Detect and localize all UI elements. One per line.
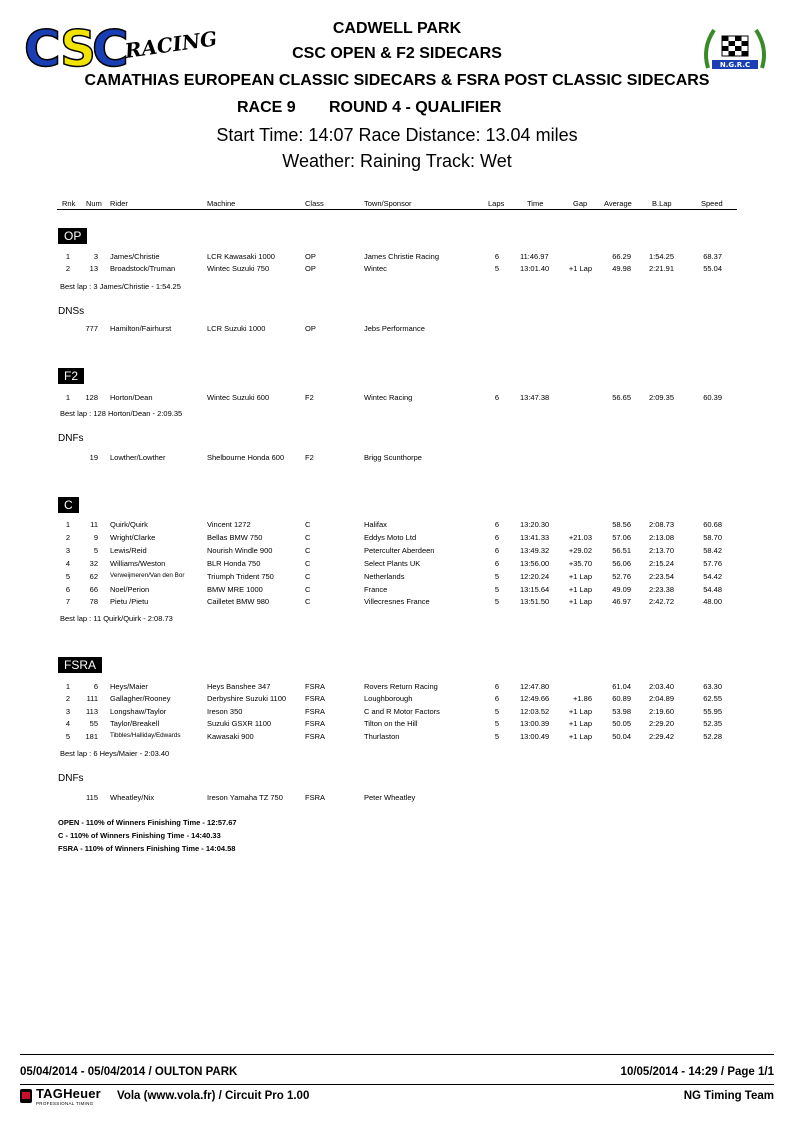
cell-gap: +1 Lap	[568, 264, 592, 273]
cell-class: C	[305, 571, 311, 581]
footer-team: NG Timing Team	[683, 1090, 774, 1102]
series-title: CSC OPEN & F2 SIDECARS	[292, 45, 502, 62]
cell-num: 55	[89, 719, 98, 729]
c-best-lap: Best lap : 11 Quirk/Quirk - 2:08.73	[60, 614, 173, 623]
footer-print-info: 10/05/2014 - 14:29 / Page 1/1	[620, 1066, 774, 1078]
cell-rider: Lowther/Lowther	[110, 453, 166, 462]
cell-machine: Heys Banshee 347	[207, 682, 271, 691]
cell-town: Loughborough	[364, 694, 413, 704]
cell-laps: 5	[494, 719, 499, 729]
cell-num: 113	[86, 706, 98, 716]
cell-rnk: 1	[65, 393, 70, 402]
cell-class: C	[305, 532, 311, 542]
cell-laps: 6	[494, 694, 499, 704]
cell-avg: 49.98	[612, 264, 631, 273]
cell-num: 3	[93, 252, 98, 261]
cell-blap: 2:42.72	[649, 597, 675, 607]
cell-gap: +1 Lap	[568, 719, 592, 729]
col-speed: Speed	[701, 199, 723, 208]
cell-speed: 55.04	[703, 264, 722, 273]
cell-laps: 5	[494, 706, 499, 716]
f2-dnf-label: DNFs	[58, 433, 84, 444]
cell-machine: Wintec Suzuki 750	[207, 264, 270, 273]
cell-laps: 6	[494, 520, 499, 529]
cell-blap: 2:15.24	[649, 558, 675, 568]
cell-speed: 68.37	[703, 252, 722, 261]
cell-avg: 61.04	[612, 682, 631, 691]
cell-gap: +1 Lap	[568, 731, 592, 741]
cell-num: 9	[93, 532, 98, 542]
cell-laps: 5	[494, 597, 499, 607]
svg-text:N.G.R.C: N.G.R.C	[719, 61, 751, 69]
cell-time: 12:20.24	[520, 571, 550, 581]
cell-time: 13:00.49	[520, 731, 550, 741]
cell-rider: Wheatley/Nix	[110, 793, 155, 802]
cell-class: FSRA	[305, 694, 326, 704]
cell-num: 6	[93, 682, 98, 691]
tolerance-open: OPEN - 110% of Winners Finishing Time - 12:57.67	[58, 818, 237, 827]
cell-rnk: 4	[65, 719, 70, 729]
cell-avg: 56.51	[612, 545, 631, 555]
cell-machine: Ireson 350	[207, 706, 243, 716]
cell-rnk: 5	[65, 571, 70, 581]
cell-num: 181	[85, 731, 98, 741]
cell-time: 13:20.30	[520, 520, 550, 529]
cell-rider: Tibbles/Halliday/Edwards	[110, 731, 181, 739]
cell-speed: 62.55	[703, 694, 722, 704]
cell-town: Brigg Scunthorpe	[364, 453, 422, 462]
cell-class: FSRA	[305, 731, 326, 741]
cell-time: 13:51.50	[520, 597, 550, 607]
cell-num: 62	[89, 571, 98, 581]
table-row	[0, 533, 794, 545]
cell-rider: Noel/Perion	[110, 584, 150, 594]
cell-num: 32	[89, 558, 98, 568]
cell-rider: Taylor/Breakell	[110, 719, 160, 729]
cell-rider: Quirk/Quirk	[110, 520, 148, 529]
cell-speed: 54.42	[703, 571, 722, 581]
cell-machine: Shelbourne Honda 600	[207, 453, 285, 462]
col-class: Class	[305, 199, 324, 208]
cell-avg: 50.05	[612, 719, 631, 729]
cell-town: Rovers Return Racing	[364, 682, 438, 691]
cell-blap: 2:04.89	[649, 694, 675, 704]
cell-gap: +1 Lap	[568, 571, 592, 581]
cell-class: OP	[305, 264, 316, 273]
cell-town: Peterculter Aberdeen	[364, 545, 435, 555]
col-town: Town/Sponsor	[364, 199, 412, 208]
cell-laps: 6	[494, 532, 499, 542]
section-f2-label: F2	[58, 368, 84, 384]
col-rider: Rider	[110, 199, 128, 208]
cell-town: C and R Motor Factors	[364, 706, 440, 716]
tagheuer-brand: TAGHeuer	[36, 1086, 101, 1101]
cell-speed: 54.48	[703, 584, 722, 594]
cell-class: C	[305, 584, 311, 594]
col-machine: Machine	[207, 199, 236, 208]
cell-speed: 60.39	[703, 393, 722, 402]
cell-machine: Suzuki GSXR 1100	[207, 719, 272, 729]
header-rule	[57, 209, 737, 210]
cell-time: 13:49.32	[520, 545, 550, 555]
cell-town: Netherlands	[364, 571, 405, 581]
cell-machine: Triumph Trident 750	[207, 571, 274, 581]
footer-rule-bottom	[20, 1084, 774, 1085]
cell-blap: 2:08.73	[649, 520, 675, 529]
table-row	[0, 264, 794, 276]
start-distance: Start Time: 14:07 Race Distance: 13.04 miles	[216, 125, 578, 145]
cell-num: 19	[89, 453, 98, 462]
cell-rnk: 4	[65, 558, 70, 568]
cell-num: 66	[89, 584, 98, 594]
cell-num: 128	[85, 393, 98, 402]
tagheuer-shield-icon	[20, 1089, 32, 1103]
section-fsra-label: FSRA	[58, 657, 102, 673]
cell-rnk: 2	[65, 264, 70, 273]
cell-laps: 6	[494, 682, 499, 691]
cell-gap: +21.03	[568, 532, 592, 542]
cell-blap: 2:23.54	[649, 571, 675, 581]
cell-town: James Christie Racing	[364, 252, 440, 261]
svg-text:RACING: RACING	[123, 26, 219, 63]
cell-avg: 66.29	[612, 252, 631, 261]
cell-town: France	[364, 584, 388, 594]
col-num: Num	[86, 199, 102, 208]
cell-rnk: 6	[65, 584, 70, 594]
cell-town: Jebs Performance	[364, 324, 425, 333]
col-rnk: Rnk	[62, 199, 76, 208]
cell-rider: Pietu /Pietu	[110, 597, 149, 607]
cell-blap: 2:19.60	[649, 706, 675, 716]
cell-rnk: 5	[65, 731, 70, 741]
cell-laps: 6	[494, 252, 499, 261]
cell-rider: Verweijmeren/Van den Bor	[110, 571, 185, 579]
cell-blap: 2:13.08	[649, 532, 675, 542]
cell-avg: 50.04	[612, 731, 631, 741]
cell-gap: +35.70	[568, 558, 592, 568]
cell-town: Villecresnes France	[364, 597, 430, 607]
cell-num: 13	[89, 264, 98, 273]
table-row	[0, 793, 794, 805]
table-row	[0, 324, 794, 336]
cell-time: 12:47.80	[520, 682, 550, 691]
cell-town: Wintec	[364, 264, 387, 273]
cell-time: 13:47.38	[520, 393, 550, 402]
cell-blap: 2:03.40	[649, 682, 675, 691]
cell-time: 13:15.64	[520, 584, 550, 594]
cell-speed: 57.76	[703, 558, 722, 568]
cell-rider: Longshaw/Taylor	[110, 706, 167, 716]
cell-class: FSRA	[305, 706, 326, 716]
svg-text:S: S	[60, 20, 97, 78]
weather-track: Weather: Raining Track: Wet	[282, 151, 512, 171]
cell-avg: 46.97	[612, 597, 631, 607]
cell-gap: +29.02	[568, 545, 592, 555]
footer-vola: Vola (www.vola.fr) / Circuit Pro 1.00	[117, 1090, 310, 1102]
fsra-dnf-label: DNFs	[58, 773, 84, 784]
cell-blap: 2:29.20	[649, 719, 675, 729]
fsra-best-lap: Best lap : 6 Heys/Maier - 2:03.40	[60, 749, 170, 758]
cell-machine: Derbyshire Suzuki 1100	[207, 694, 287, 704]
cell-gap: +1.86	[573, 694, 592, 704]
cell-town: Eddys Moto Ltd	[364, 532, 417, 542]
table-row	[0, 393, 794, 405]
cell-speed: 52.28	[703, 731, 722, 741]
cell-class: F2	[305, 453, 314, 462]
table-row	[0, 597, 794, 609]
cell-avg: 52.76	[612, 571, 631, 581]
section-op-label: OP	[58, 228, 87, 244]
circuit-title: CADWELL PARK	[332, 20, 462, 37]
footer-rule-top	[20, 1054, 774, 1055]
cell-rider: Lewis/Reid	[110, 545, 147, 555]
cell-avg: 58.56	[612, 520, 631, 529]
cell-gap: +1 Lap	[568, 584, 592, 594]
cell-rnk: 2	[65, 694, 70, 704]
cell-speed: 58.70	[703, 532, 722, 542]
cell-town: Wintec Racing	[364, 393, 413, 402]
cell-gap: +1 Lap	[568, 597, 592, 607]
cell-avg: 56.06	[612, 558, 631, 568]
cell-rnk: 3	[65, 706, 70, 716]
cell-speed: 55.95	[703, 706, 722, 716]
table-row	[0, 453, 794, 465]
cell-time: 11:46.97	[520, 252, 549, 261]
cell-rider: Horton/Dean	[110, 393, 153, 402]
cell-laps: 6	[494, 545, 499, 555]
cell-blap: 2:13.70	[649, 545, 675, 555]
op-dns-label: DNSs	[58, 306, 85, 317]
cell-laps: 6	[494, 558, 499, 568]
table-row	[0, 585, 794, 597]
cell-town: Thurlaston	[364, 731, 400, 741]
cell-speed: 48.00	[703, 597, 722, 607]
cell-blap: 2:09.35	[649, 393, 675, 402]
table-row	[0, 572, 794, 584]
cell-town: Select Plants UK	[364, 558, 421, 568]
col-gap: Gap	[573, 199, 588, 208]
cell-class: OP	[305, 252, 316, 261]
table-row	[0, 732, 794, 744]
col-time: Time	[527, 199, 544, 208]
cell-laps: 6	[494, 393, 499, 402]
cell-rnk: 1	[65, 520, 70, 529]
cell-machine: Kawasaki 900	[207, 731, 254, 741]
cell-machine: Nourish Windle 900	[207, 545, 273, 555]
cell-machine: BLR Honda 750	[207, 558, 261, 568]
cell-speed: 60.68	[703, 520, 722, 529]
cell-num: 115	[86, 793, 98, 802]
footer-event-dates: 05/04/2014 - 05/04/2014 / OULTON PARK	[20, 1066, 238, 1078]
table-row	[0, 682, 794, 694]
cell-rider: Gallagher/Rooney	[110, 694, 171, 704]
cell-rnk: 3	[65, 545, 70, 555]
cell-class: C	[305, 545, 311, 555]
svg-text:C: C	[92, 20, 129, 78]
series-subtitle: CAMATHIAS EUROPEAN CLASSIC SIDECARS & FSRA POST CLASSIC SIDECARS	[84, 72, 710, 89]
cell-gap: +1 Lap	[568, 706, 592, 716]
table-row	[0, 546, 794, 558]
cell-blap: 2:21.91	[649, 264, 675, 273]
cell-speed: 58.42	[703, 545, 722, 555]
cell-town: Halifax	[364, 520, 387, 529]
table-row	[0, 252, 794, 264]
cell-num: 777	[85, 324, 98, 333]
cell-blap: 2:29.42	[649, 731, 675, 741]
op-best-lap: Best lap : 3 James/Christie - 1:54.25	[60, 282, 181, 291]
col-laps: Laps	[488, 199, 505, 208]
cell-laps: 5	[494, 731, 499, 741]
cell-rider: Williams/Weston	[110, 558, 166, 568]
cell-rnk: 1	[65, 252, 70, 261]
table-row	[0, 559, 794, 571]
cell-class: C	[305, 558, 311, 568]
cell-rider: Broadstock/Truman	[110, 264, 176, 273]
f2-best-lap: Best lap : 128 Horton/Dean - 2:09.35	[60, 409, 183, 418]
cell-time: 13:01.40	[520, 264, 550, 273]
col-average: Average	[604, 199, 632, 208]
col-blap: B.Lap	[652, 199, 672, 208]
cell-num: 11	[90, 520, 98, 529]
cell-speed: 63.30	[703, 682, 722, 691]
cell-class: F2	[305, 393, 314, 402]
table-row	[0, 520, 794, 532]
cell-class: FSRA	[305, 682, 326, 691]
round-label: ROUND 4 - QUALIFIER	[329, 99, 502, 116]
cell-rnk: 2	[65, 532, 70, 542]
cell-avg: 57.06	[612, 532, 631, 542]
table-row	[0, 707, 794, 719]
tagheuer-subtitle: PROFESSIONAL TIMING	[36, 1101, 94, 1106]
cell-machine: Cailletet BMW 980	[207, 597, 270, 607]
cell-machine: BMW MRE 1000	[207, 584, 263, 594]
cell-rnk: 1	[65, 682, 70, 691]
tolerance-c: C - 110% of Winners Finishing Time - 14:40.33	[58, 831, 221, 840]
cell-time: 12:03.52	[520, 706, 550, 716]
cell-town: Tilton on the Hill	[364, 719, 418, 729]
cell-avg: 49.09	[612, 584, 631, 594]
cell-laps: 5	[494, 571, 499, 581]
cell-laps: 5	[494, 264, 499, 273]
cell-num: 78	[89, 597, 98, 607]
cell-blap: 1:54.25	[649, 252, 675, 261]
cell-time: 13:00.39	[520, 719, 550, 729]
cell-rider: Hamilton/Fairhurst	[110, 324, 172, 333]
cell-laps: 5	[494, 584, 499, 594]
cell-avg: 56.65	[612, 393, 631, 402]
tolerance-fsra: FSRA - 110% of Winners Finishing Time - 14:04.58	[58, 844, 236, 853]
cell-rider: James/Christie	[110, 252, 160, 261]
cell-time: 12:49.66	[520, 694, 550, 704]
cell-machine: LCR Kawasaki 1000	[207, 252, 275, 261]
cell-time: 13:41.33	[520, 532, 550, 542]
cell-rnk: 7	[65, 597, 70, 607]
cell-rider: Wright/Clarke	[110, 532, 156, 542]
cell-class: C	[305, 597, 311, 607]
cell-class: FSRA	[305, 793, 326, 802]
cell-avg: 53.98	[612, 706, 631, 716]
svg-text:C: C	[24, 20, 61, 78]
cell-avg: 60.89	[612, 694, 631, 704]
cell-class: FSRA	[305, 719, 326, 729]
cell-num: 111	[86, 694, 98, 704]
cell-machine: Bellas BMW 750	[207, 532, 263, 542]
cell-num: 5	[93, 545, 98, 555]
cell-blap: 2:23.38	[649, 584, 675, 594]
section-c-label: C	[58, 497, 79, 513]
cell-machine: Vincent 1272	[207, 520, 251, 529]
cell-rider: Heys/Maier	[110, 682, 148, 691]
cell-class: C	[305, 520, 311, 529]
cell-machine: Ireson Yamaha TZ 750	[207, 793, 283, 802]
cell-machine: LCR Suzuki 1000	[207, 324, 266, 333]
cell-town: Peter Wheatley	[364, 793, 416, 802]
table-row	[0, 694, 794, 706]
cell-class: OP	[305, 324, 316, 333]
cell-speed: 52.35	[703, 719, 722, 729]
table-row	[0, 719, 794, 731]
race-number: RACE 9	[237, 99, 296, 116]
cell-machine: Wintec Suzuki 600	[207, 393, 270, 402]
cell-time: 13:56.00	[520, 558, 550, 568]
